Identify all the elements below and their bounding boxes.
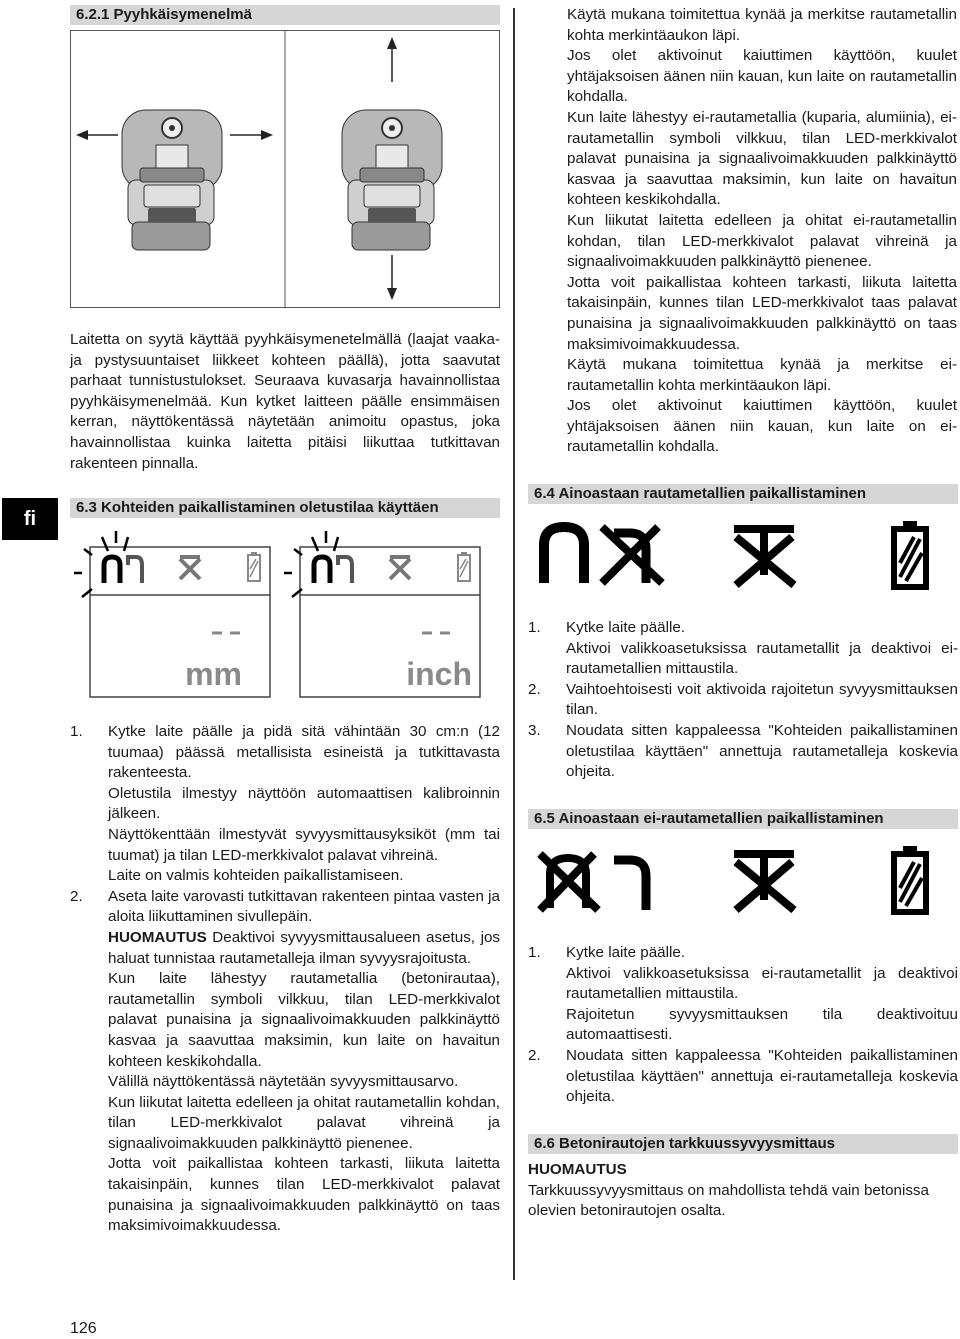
step-2	[70, 887, 500, 1237]
column-divider	[513, 8, 515, 1280]
ferrous-disabled-icon	[540, 854, 598, 910]
section-heading-nonferrous-only: 6.5 Ainoastaan ei-rautametallien paikallistaminen	[528, 809, 958, 829]
sweep-illustration	[70, 30, 500, 308]
step-line: Rajoitetun syvyysmittauksen tila deaktivoituu automaattisesti.	[566, 1005, 958, 1044]
step-1	[528, 618, 958, 680]
unit-mm: mm	[185, 656, 242, 692]
step-line: Aktivoi valikkoasetuksissa rautametallit ja deaktivoi ei-rautametallien mittaustila.	[566, 639, 958, 678]
step-line: Oletustila ilmestyy näyttöön automaattisen kalibroinnin jälkeen.	[108, 784, 500, 823]
step-line: Aktivoi valikkoasetuksissa ei-rautametallit ja deaktivoi rautametallien mittaustila.	[566, 964, 958, 1003]
display-mm	[74, 531, 270, 697]
step-1	[70, 722, 500, 887]
nonferrous-instructions	[567, 5, 957, 458]
section-heading-default-mode: 6.3 Kohteiden paikallistaminen oletustilaa käyttäen	[70, 498, 500, 518]
note-text: Deaktivoi syvyysmittausalueen asetus, jos haluat tunnistaa rautametalleja ilman syvyysrajoitusta.	[108, 928, 500, 967]
step-number: 1.	[70, 723, 83, 740]
paragraph: Kun liikutat laitetta edelleen ja ohitat ei-rautametallin kohdan, tilan LED-merkkivalot palavat vihreinä ja signaalivoimakkuuden palkkinäyttö pienenee.	[567, 211, 957, 271]
step-line: Noudata sitten kappaleessa "Kohteiden paikallistaminen oletustilaa käyttäen" annettuja rautametalleja koskevia ohjeita.	[566, 721, 958, 781]
step-line: Välillä näyttökentässä näytetään syvyysmittausarvo.	[108, 1073, 459, 1091]
step-2	[528, 680, 958, 721]
note-label: HUOMAUTUS	[528, 1161, 627, 1178]
nonferrous-only-steps	[528, 943, 958, 1108]
step-line: Kytke laite päälle.	[566, 619, 686, 636]
ferrous-metal-icon	[544, 527, 584, 583]
sweep-description	[70, 330, 500, 474]
step-line: Näyttökenttään ilmestyvät syvyysmittausyksiköt (mm tai tuumat) ja tilan LED-merkkivalot palavat vihreinä.	[108, 825, 500, 864]
note-paragraph	[108, 928, 500, 969]
display-illustration	[70, 525, 490, 700]
battery-icon	[894, 521, 926, 587]
step-line: Kun liikutat laitetta edelleen ja ohitat rautametallin kohdan, tilan LED-merkkivalot palavat vihreinä ja signaalivoimakkuuden palkkinäyttö pienenee.	[108, 1093, 500, 1152]
paragraph: Laitetta on syytä käyttää pyyhkäisymenetelmällä (laajat vaaka- ja pystysuuntaiset liikkeet kohteen päällä), jotta saavutat parhaat tunnistustulokset. Seuraava kuvasarja havainnollistaa pyyhkäisymenelmää. Kun kytket laitteen päälle ensimmäisen kerran, näyttökentässä näytetään animoitu opastus, joka havainnollistaa kuinka laitetta pitäisi liikuttaa tutkittavan rakenteen pinnalla.	[70, 331, 500, 472]
precision-depth-note	[528, 1160, 958, 1222]
step-line: Vaihtoehtoisesti voit aktivoida rajoitetun syvyysmittauksen tilan.	[566, 680, 958, 719]
step-line: Kytke laite päälle ja pidä sitä vähintään 30 cm:n (12 tuumaa) päässä metallisista esineistä ja tutkittavasta rakenteesta.	[108, 723, 500, 782]
battery-icon	[894, 846, 926, 912]
nonferrous-disabled-icon	[602, 527, 662, 583]
unit-inch: inch	[406, 656, 472, 692]
display-inch	[284, 531, 480, 697]
section-heading-sweep: 6.2.1 Pyyhkäisymenelmä	[70, 5, 500, 25]
step-line: Aseta laite varovasti tutkittavan rakenteen pintaa vasten ja aloita liikuttaminen sivullepäin.	[108, 887, 500, 926]
paragraph: Jotta voit paikallistaa kohteen tarkasti, liikuta laitetta takaisinpäin, kunnes tilan LED-merkkivalot taas palavat punaisina ja signaalivoimakkuuden palkkinäyttö on taas maksimivoimakkuudessa.	[567, 273, 957, 353]
page-number: 126	[70, 1320, 97, 1337]
paragraph: Käytä mukana toimitettua kynää ja merkitse ei-rautametallin kohta merkintäaukon läpi.	[567, 356, 957, 394]
note-label: HUOMAUTUS	[108, 928, 207, 946]
step-2	[528, 1046, 958, 1108]
default-mode-steps	[70, 722, 500, 1237]
live-wire-disabled-icon	[734, 529, 794, 585]
step-line: Jotta voit paikallistaa kohteen tarkasti, liikuta laitetta takaisinpäin, kunnes tilan LED-merkkivalot palavat punaisina ja signaalivoimakkuuden palkkinäyttö on taas maksimivoimakkuudessa.	[108, 1155, 500, 1235]
paragraph: Jos olet aktivoinut kaiuttimen käyttöön, kuulet yhtäjaksoisen äänen niin kauan, kun laite on rautametallin kohdalla.	[567, 47, 957, 106]
live-wire-disabled-icon	[734, 854, 794, 910]
step-1	[528, 943, 958, 1046]
step-number: 2.	[528, 680, 541, 698]
ferrous-icon-row	[528, 515, 958, 595]
note-text: Tarkkuussyvyysmittaus on mahdollista tehdä vain betonissa olevien betonirautojen osalta.	[528, 1181, 929, 1220]
ferrous-only-steps	[528, 618, 958, 783]
paragraph: Jos olet aktivoinut kaiuttimen käyttöön, kuulet yhtäjaksoisen äänen niin kauan, kun laite on ei-rautametallin kohdalla.	[567, 397, 957, 456]
language-tab: fi	[2, 498, 58, 540]
section-heading-ferrous-only: 6.4 Ainoastaan rautametallien paikallistaminen	[528, 484, 958, 504]
step-line: Noudata sitten kappaleessa "Kohteiden paikallistaminen oletustilaa käyttäen" annettuja ei-rautametalleja koskevia ohjeita.	[566, 1046, 958, 1106]
step-line: Laite on valmis kohteiden paikallistamiseen.	[108, 867, 404, 885]
step-number: 1.	[528, 619, 541, 636]
step-number: 3.	[528, 721, 541, 739]
section-heading-precision-depth: 6.6 Betonirautojen tarkkuussyvyysmittaus	[528, 1134, 958, 1154]
step-number: 1.	[528, 944, 541, 961]
step-3	[528, 721, 958, 783]
paragraph: Käytä mukana toimitettua kynää ja merkitse rautametallin kohta merkintäaukon läpi.	[567, 6, 957, 44]
paragraph: Kun laite lähestyy ei-rautametallia (kuparia, alumiinia), ei-rautametallin symboli vilkkuu, tilan LED-merkkivalot palavat punaisina ja signaalivoimakkuuden palkkinäyttö kasvaa ja saavuttaa maksimin, kun laite on havaitun kohteen keskikohdalla.	[567, 108, 957, 209]
nonferrous-icon-row	[528, 840, 958, 920]
step-number: 2.	[528, 1046, 541, 1064]
step-number: 2.	[70, 887, 83, 905]
step-line: Kun laite lähestyy rautametallia (betonirautaa), rautametallin symboli vilkkuu, tilan LED-merkkivalot palavat punaisina ja signaalivoimakkuuden palkkinäyttö kasvaa ja saavuttaa maksimin, kun laite on havaitun kohteen keskikohdalla.	[108, 970, 500, 1070]
step-line: Kytke laite päälle.	[566, 944, 686, 961]
nonferrous-metal-icon	[614, 860, 646, 910]
